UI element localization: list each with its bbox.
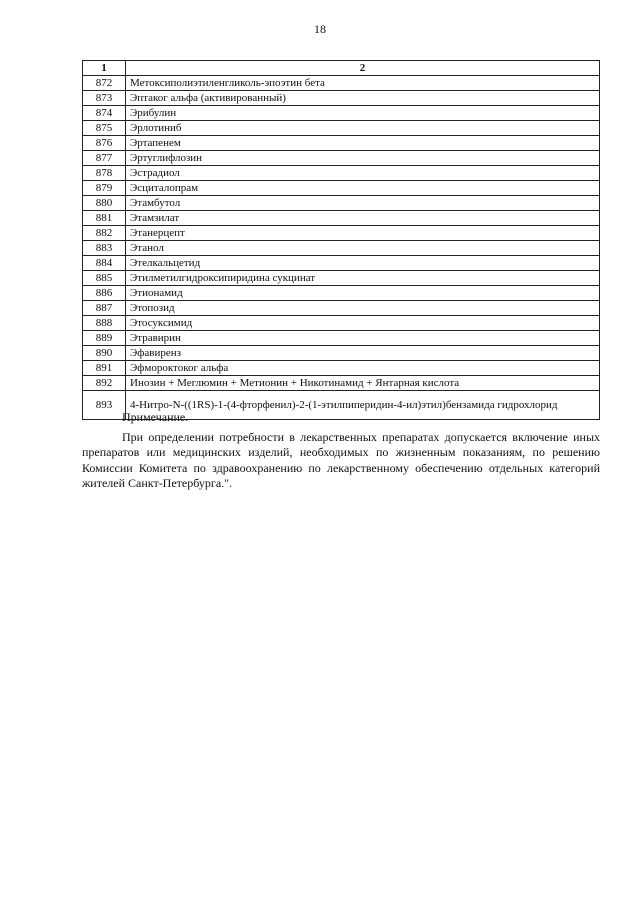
row-drug-name: Эсциталопрам — [126, 181, 600, 196]
table-row — [83, 316, 600, 331]
row-number: 876 — [83, 136, 126, 151]
row-number: 887 — [83, 301, 126, 316]
row-number: 890 — [83, 346, 126, 361]
column-header-name: 2 — [126, 61, 600, 76]
row-number: 875 — [83, 121, 126, 136]
row-number: 888 — [83, 316, 126, 331]
table-row — [83, 181, 600, 196]
row-drug-name: Инозин + Меглюмин + Метионин + Никотинамид + Янтарная кислота — [126, 376, 600, 391]
table-row — [83, 76, 600, 91]
row-drug-name: Этравирин — [126, 331, 600, 346]
row-drug-name: Этанерцепт — [126, 226, 600, 241]
row-drug-name: Эртапенем — [126, 136, 600, 151]
row-drug-name: Эфавиренз — [126, 346, 600, 361]
table-row — [83, 121, 600, 136]
table-row — [83, 136, 600, 151]
table-row — [83, 256, 600, 271]
row-number: 886 — [83, 286, 126, 301]
table-row — [83, 241, 600, 256]
row-number: 891 — [83, 361, 126, 376]
page-number: 18 — [314, 22, 326, 36]
row-drug-name: Эстрадиол — [126, 166, 600, 181]
row-number: 884 — [83, 256, 126, 271]
row-number: 882 — [83, 226, 126, 241]
table-row — [83, 226, 600, 241]
row-number: 874 — [83, 106, 126, 121]
row-number: 889 — [83, 331, 126, 346]
row-drug-name: Эрлотиниб — [126, 121, 600, 136]
row-drug-name: Метоксиполиэтиленгликоль-эпоэтин бета — [126, 76, 600, 91]
row-drug-name: Эрибулин — [126, 106, 600, 121]
row-number: 881 — [83, 211, 126, 226]
table-row — [83, 346, 600, 361]
table-row — [83, 361, 600, 376]
row-number: 883 — [83, 241, 126, 256]
table-row — [83, 151, 600, 166]
row-drug-name: Эртуглифлозин — [126, 151, 600, 166]
row-drug-name: 4-Нитро-N-((1RS)-1-(4-фторфенил)-2-(1-этилпиперидин-4-ил)этил)бензамида гидрохлорид — [126, 391, 600, 420]
note-section — [82, 410, 600, 492]
row-drug-name: Этелкальцетид — [126, 256, 600, 271]
table-header-row — [83, 61, 600, 76]
row-drug-name: Эфмороктоког альфа — [126, 361, 600, 376]
row-drug-name: Этопозид — [126, 301, 600, 316]
note-text: При определении потребности в лекарственных препаратах допускается включение иных препаратов или медицинских изделий, необходимых по жизненным показаниям, по решению Комиссии Комитета по здравоохранению по лекарственному обеспечению отдельных категорий жителей Санкт-Петербурга.". — [82, 429, 600, 490]
table-row — [83, 301, 600, 316]
note-title: Примечание. — [122, 410, 189, 424]
table-row — [83, 331, 600, 346]
row-drug-name: Эптаког альфа (активированный) — [126, 91, 600, 106]
row-drug-name: Этанол — [126, 241, 600, 256]
table-row — [83, 286, 600, 301]
row-number: 878 — [83, 166, 126, 181]
row-number: 879 — [83, 181, 126, 196]
row-number: 880 — [83, 196, 126, 211]
row-number: 873 — [83, 91, 126, 106]
table-row — [83, 211, 600, 226]
column-header-number: 1 — [83, 61, 126, 76]
table-row — [83, 196, 600, 211]
row-number: 893 — [83, 391, 126, 420]
row-drug-name: Этамзилат — [126, 211, 600, 226]
row-drug-name: Этилметилгидроксипиридина сукцинат — [126, 271, 600, 286]
row-drug-name: Этамбутол — [126, 196, 600, 211]
row-number: 877 — [83, 151, 126, 166]
table-row — [83, 376, 600, 391]
row-number: 885 — [83, 271, 126, 286]
row-drug-name: Этионамид — [126, 286, 600, 301]
table-row — [83, 106, 600, 121]
drug-table — [82, 60, 600, 420]
row-number: 872 — [83, 76, 126, 91]
row-drug-name: Этосуксимид — [126, 316, 600, 331]
table-row — [83, 166, 600, 181]
table-row — [83, 271, 600, 286]
row-number: 892 — [83, 376, 126, 391]
table-body — [83, 76, 600, 420]
table-row — [83, 91, 600, 106]
